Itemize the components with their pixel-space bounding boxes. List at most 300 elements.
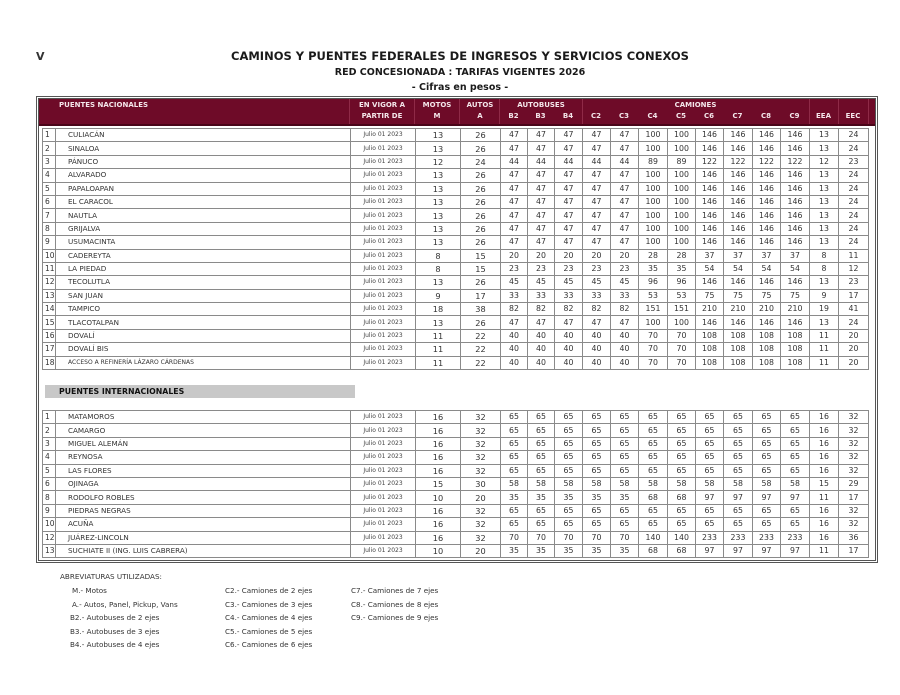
tariff-c8: 122 bbox=[753, 155, 781, 168]
header-code-b4: B4 bbox=[562, 112, 574, 120]
tariff-m: 16 bbox=[416, 437, 461, 450]
tariff-c8: 65 bbox=[753, 437, 781, 450]
tariff-c8: 233 bbox=[753, 531, 781, 544]
tariff-b2: 35 bbox=[501, 544, 528, 557]
tariff-eea: 13 bbox=[810, 209, 839, 222]
tariff-c5: 100 bbox=[668, 236, 696, 249]
table-row bbox=[43, 155, 869, 168]
tariff-b4: 20 bbox=[555, 249, 583, 262]
tariff-a: 22 bbox=[461, 343, 501, 356]
tariff-b4: 44 bbox=[555, 155, 583, 168]
abbreviation-item: B2.- Autobuses de 2 ejes bbox=[70, 613, 160, 622]
bridge-name: MATAMOROS bbox=[56, 411, 351, 424]
tariff-c6: 65 bbox=[696, 411, 724, 424]
tariff-eea: 16 bbox=[810, 518, 839, 531]
effective-date: Julio 01 2023 bbox=[351, 464, 416, 477]
effective-date: Julio 01 2023 bbox=[351, 249, 416, 262]
tariff-b4: 47 bbox=[555, 316, 583, 329]
tariff-m: 16 bbox=[416, 464, 461, 477]
row-number: 4 bbox=[43, 451, 56, 464]
tariff-c2: 47 bbox=[583, 236, 611, 249]
header-section-national: PUENTES NACIONALES bbox=[59, 101, 149, 109]
tariff-c5: 65 bbox=[668, 451, 696, 464]
tariff-eec: 24 bbox=[839, 222, 869, 235]
bridge-name: REYNOSA bbox=[56, 451, 351, 464]
effective-date: Julio 01 2023 bbox=[351, 316, 416, 329]
tariff-c8: 97 bbox=[753, 491, 781, 504]
tariff-c6: 146 bbox=[696, 182, 724, 195]
tariff-a: 24 bbox=[461, 155, 501, 168]
effective-date: Julio 01 2023 bbox=[351, 424, 416, 437]
abbreviation-item: M.- Motos bbox=[72, 586, 107, 595]
tariff-c7: 54 bbox=[724, 262, 753, 275]
header-code-c7: C7 bbox=[732, 112, 743, 120]
tariff-c5: 100 bbox=[668, 142, 696, 155]
tariff-c2: 65 bbox=[583, 424, 611, 437]
tariff-c6: 122 bbox=[696, 155, 724, 168]
tariff-c8: 146 bbox=[753, 182, 781, 195]
row-number: 11 bbox=[43, 262, 56, 275]
tariff-c5: 70 bbox=[668, 329, 696, 342]
tariff-b4: 65 bbox=[555, 518, 583, 531]
tariff-c7: 108 bbox=[724, 356, 753, 369]
tariff-b2: 47 bbox=[501, 169, 528, 182]
tariff-c7: 108 bbox=[724, 329, 753, 342]
tariff-b4: 65 bbox=[555, 464, 583, 477]
tariff-c3: 65 bbox=[611, 451, 639, 464]
table-row bbox=[43, 129, 869, 142]
tariff-c7: 122 bbox=[724, 155, 753, 168]
tariff-m: 16 bbox=[416, 424, 461, 437]
table-row bbox=[43, 504, 869, 517]
tariff-eec: 17 bbox=[839, 544, 869, 557]
tariff-b2: 65 bbox=[501, 464, 528, 477]
tariff-c6: 65 bbox=[696, 504, 724, 517]
tariff-m: 13 bbox=[416, 316, 461, 329]
tariff-a: 15 bbox=[461, 249, 501, 262]
tariff-eea: 16 bbox=[810, 424, 839, 437]
tariff-eea: 13 bbox=[810, 169, 839, 182]
tariff-eec: 17 bbox=[839, 289, 869, 302]
bridge-name: TAMPICO bbox=[56, 303, 351, 316]
tariff-b2: 45 bbox=[501, 276, 528, 289]
tariff-c8: 108 bbox=[753, 343, 781, 356]
tariff-b2: 47 bbox=[501, 182, 528, 195]
tariff-c5: 35 bbox=[668, 262, 696, 275]
tariff-c9: 108 bbox=[781, 329, 810, 342]
effective-date: Julio 01 2023 bbox=[351, 209, 416, 222]
tariff-c5: 100 bbox=[668, 195, 696, 208]
row-number: 14 bbox=[43, 303, 56, 316]
tariff-c7: 65 bbox=[724, 411, 753, 424]
tariff-a: 17 bbox=[461, 289, 501, 302]
tariff-eec: 32 bbox=[839, 464, 869, 477]
tariff-eea: 11 bbox=[810, 343, 839, 356]
table-row bbox=[43, 451, 869, 464]
tariff-a: 26 bbox=[461, 276, 501, 289]
abbreviation-item: C8.- Camiones de 8 ejes bbox=[351, 599, 439, 609]
tariff-c7: 58 bbox=[724, 477, 753, 490]
tariff-c5: 68 bbox=[668, 491, 696, 504]
tariff-c7: 233 bbox=[724, 531, 753, 544]
tariff-c3: 47 bbox=[611, 209, 639, 222]
tariff-c9: 65 bbox=[781, 451, 810, 464]
tariff-c9: 146 bbox=[781, 236, 810, 249]
table-row bbox=[43, 209, 869, 222]
table-row bbox=[43, 195, 869, 208]
tariff-eea: 13 bbox=[810, 129, 839, 142]
tariff-c6: 65 bbox=[696, 451, 724, 464]
bridge-name: CULIACÁN bbox=[56, 129, 351, 142]
row-number: 5 bbox=[43, 464, 56, 477]
row-number: 2 bbox=[43, 142, 56, 155]
effective-date: Julio 01 2023 bbox=[351, 289, 416, 302]
tariff-b4: 47 bbox=[555, 195, 583, 208]
tariff-c6: 146 bbox=[696, 276, 724, 289]
bridge-name: LA PIEDAD bbox=[56, 262, 351, 275]
tariff-c4: 53 bbox=[639, 289, 668, 302]
effective-date: Julio 01 2023 bbox=[351, 195, 416, 208]
tariff-a: 32 bbox=[461, 504, 501, 517]
tariff-b3: 47 bbox=[528, 222, 555, 235]
tariff-c2: 82 bbox=[583, 303, 611, 316]
tariff-a: 38 bbox=[461, 303, 501, 316]
tariff-m: 11 bbox=[416, 356, 461, 369]
table-row bbox=[43, 276, 869, 289]
tariff-c4: 65 bbox=[639, 424, 668, 437]
tariff-b2: 65 bbox=[501, 504, 528, 517]
tariff-eec: 32 bbox=[839, 518, 869, 531]
tariff-eec: 20 bbox=[839, 343, 869, 356]
table-row bbox=[43, 142, 869, 155]
table-row bbox=[43, 464, 869, 477]
tariff-c9: 65 bbox=[781, 518, 810, 531]
bridge-name: ACCESO A REFINERÍA LÁZARO CÁRDENAS bbox=[56, 356, 351, 369]
tariff-eec: 20 bbox=[839, 329, 869, 342]
tariff-b3: 40 bbox=[528, 343, 555, 356]
abbreviation-item: C4.- Camiones de 4 ejes bbox=[225, 613, 313, 622]
bridge-name: PAPALOAPAN bbox=[56, 182, 351, 195]
tariff-c7: 146 bbox=[724, 195, 753, 208]
tariff-m: 8 bbox=[416, 249, 461, 262]
abbreviation-item: B4.- Autobuses de 4 ejes bbox=[70, 640, 160, 649]
tariff-c5: 140 bbox=[668, 531, 696, 544]
tariff-c5: 96 bbox=[668, 276, 696, 289]
tariff-c9: 146 bbox=[781, 316, 810, 329]
tariff-c2: 65 bbox=[583, 411, 611, 424]
tariff-c3: 45 bbox=[611, 276, 639, 289]
tariff-b2: 47 bbox=[501, 195, 528, 208]
tariff-c4: 100 bbox=[639, 209, 668, 222]
tariff-c2: 47 bbox=[583, 182, 611, 195]
tariff-b3: 47 bbox=[528, 129, 555, 142]
header-autobuses: AUTOBUSES bbox=[517, 101, 565, 109]
tariff-c8: 146 bbox=[753, 222, 781, 235]
tariff-c4: 100 bbox=[639, 182, 668, 195]
tariff-c3: 33 bbox=[611, 289, 639, 302]
tariff-eec: 32 bbox=[839, 424, 869, 437]
tariff-c4: 65 bbox=[639, 411, 668, 424]
table-row bbox=[43, 249, 869, 262]
tariff-c5: 70 bbox=[668, 343, 696, 356]
tariff-c5: 151 bbox=[668, 303, 696, 316]
row-number: 5 bbox=[43, 182, 56, 195]
tariff-a: 22 bbox=[461, 356, 501, 369]
tariff-c7: 97 bbox=[724, 544, 753, 557]
tariff-b2: 65 bbox=[501, 437, 528, 450]
effective-date: Julio 01 2023 bbox=[351, 155, 416, 168]
row-number: 13 bbox=[43, 289, 56, 302]
tariff-b3: 47 bbox=[528, 209, 555, 222]
tariff-c6: 65 bbox=[696, 437, 724, 450]
tariff-b3: 33 bbox=[528, 289, 555, 302]
tariff-m: 15 bbox=[416, 477, 461, 490]
tariff-c5: 100 bbox=[668, 129, 696, 142]
abbreviation-item: A.- Autos, Panel, Pickup, Vans bbox=[72, 599, 178, 609]
national-bridges-table bbox=[42, 128, 869, 370]
tariff-c3: 65 bbox=[611, 518, 639, 531]
tariff-b3: 47 bbox=[528, 169, 555, 182]
tariff-c6: 146 bbox=[696, 236, 724, 249]
tariff-c4: 70 bbox=[639, 329, 668, 342]
header-code-b2: B2 bbox=[508, 112, 519, 120]
tariff-c3: 35 bbox=[611, 544, 639, 557]
tariff-c9: 210 bbox=[781, 303, 810, 316]
tariff-c2: 20 bbox=[583, 249, 611, 262]
tariff-c3: 47 bbox=[611, 316, 639, 329]
tariff-eec: 17 bbox=[839, 491, 869, 504]
row-number: 4 bbox=[43, 169, 56, 182]
tariff-a: 32 bbox=[461, 437, 501, 450]
tariff-b4: 65 bbox=[555, 504, 583, 517]
tariff-eea: 13 bbox=[810, 195, 839, 208]
section-international-label: PUENTES INTERNACIONALES bbox=[45, 385, 355, 398]
tariff-c9: 65 bbox=[781, 504, 810, 517]
tariff-a: 26 bbox=[461, 142, 501, 155]
tariff-b3: 23 bbox=[528, 262, 555, 275]
tariff-c2: 65 bbox=[583, 437, 611, 450]
bridge-name: CAMARGO bbox=[56, 424, 351, 437]
tariff-eec: 23 bbox=[839, 155, 869, 168]
tariff-m: 13 bbox=[416, 209, 461, 222]
abbreviation-item: C5.- Camiones de 5 ejes bbox=[225, 626, 313, 636]
abbreviation-item: C6.- Camiones de 6 ejes bbox=[225, 640, 313, 649]
tariff-c3: 65 bbox=[611, 411, 639, 424]
effective-date: Julio 01 2023 bbox=[351, 262, 416, 275]
tariff-c2: 58 bbox=[583, 477, 611, 490]
tariff-m: 10 bbox=[416, 544, 461, 557]
tariff-m: 18 bbox=[416, 303, 461, 316]
tariff-c8: 65 bbox=[753, 411, 781, 424]
bridge-name: OJINAGA bbox=[56, 477, 351, 490]
row-number: 1 bbox=[43, 411, 56, 424]
tariff-m: 8 bbox=[416, 262, 461, 275]
tariff-c4: 89 bbox=[639, 155, 668, 168]
tariff-b2: 47 bbox=[501, 129, 528, 142]
tariff-b4: 45 bbox=[555, 276, 583, 289]
tariff-m: 13 bbox=[416, 195, 461, 208]
tariff-c5: 65 bbox=[668, 504, 696, 517]
tariff-c9: 65 bbox=[781, 424, 810, 437]
tariff-eec: 12 bbox=[839, 262, 869, 275]
tariff-c4: 100 bbox=[639, 169, 668, 182]
tariff-b4: 65 bbox=[555, 437, 583, 450]
tariff-b3: 47 bbox=[528, 142, 555, 155]
tariff-c4: 100 bbox=[639, 129, 668, 142]
tariff-b4: 23 bbox=[555, 262, 583, 275]
abbreviation-item: C9.- Camiones de 9 ejes bbox=[351, 613, 439, 622]
tariff-c8: 37 bbox=[753, 249, 781, 262]
header-code-c8: C8 bbox=[760, 112, 771, 120]
tariff-c2: 47 bbox=[583, 316, 611, 329]
tariff-c9: 108 bbox=[781, 356, 810, 369]
bridge-name: PÁNUCO bbox=[56, 155, 351, 168]
row-number: 6 bbox=[43, 477, 56, 490]
tariff-a: 20 bbox=[461, 491, 501, 504]
tariff-c8: 65 bbox=[753, 518, 781, 531]
tariff-c9: 65 bbox=[781, 464, 810, 477]
table-row bbox=[43, 329, 869, 342]
bridge-name: PIEDRAS NEGRAS bbox=[56, 504, 351, 517]
tariff-c3: 40 bbox=[611, 329, 639, 342]
bridge-name: GRIJALVA bbox=[56, 222, 351, 235]
bridge-name: USUMACINTA bbox=[56, 236, 351, 249]
tariff-b3: 65 bbox=[528, 437, 555, 450]
header-code-c4: C4 bbox=[647, 112, 658, 120]
tariff-c3: 58 bbox=[611, 477, 639, 490]
tariff-b2: 70 bbox=[501, 531, 528, 544]
tariff-c9: 146 bbox=[781, 129, 810, 142]
tariff-m: 13 bbox=[416, 169, 461, 182]
tariff-b4: 47 bbox=[555, 142, 583, 155]
tariff-b2: 47 bbox=[501, 142, 528, 155]
effective-date: Julio 01 2023 bbox=[351, 329, 416, 342]
tariff-c6: 58 bbox=[696, 477, 724, 490]
tariff-c8: 210 bbox=[753, 303, 781, 316]
bridge-name: DOVALÍ BIS bbox=[56, 343, 351, 356]
tariff-c7: 146 bbox=[724, 129, 753, 142]
header-code-c6: C6 bbox=[703, 112, 714, 120]
tariff-b4: 47 bbox=[555, 222, 583, 235]
tariff-c9: 65 bbox=[781, 411, 810, 424]
row-number: 12 bbox=[43, 276, 56, 289]
tariff-c5: 100 bbox=[668, 222, 696, 235]
tariff-a: 30 bbox=[461, 477, 501, 490]
abbreviation-item: C2.- Camiones de 2 ejes bbox=[225, 586, 313, 595]
international-bridges-table bbox=[42, 410, 869, 558]
tariff-c2: 47 bbox=[583, 129, 611, 142]
bridge-name: SINALOA bbox=[56, 142, 351, 155]
header-date-line2: PARTIR DE bbox=[361, 112, 403, 120]
tariff-a: 26 bbox=[461, 236, 501, 249]
effective-date: Julio 01 2023 bbox=[351, 343, 416, 356]
table-row bbox=[43, 182, 869, 195]
tariff-b4: 35 bbox=[555, 491, 583, 504]
tariff-b4: 70 bbox=[555, 531, 583, 544]
tariff-eec: 41 bbox=[839, 303, 869, 316]
bridge-name: DOVALÍ bbox=[56, 329, 351, 342]
bridge-name: RODOLFO ROBLES bbox=[56, 491, 351, 504]
tariff-b2: 47 bbox=[501, 316, 528, 329]
abbreviation-item: C3.- Camiones de 3 ejes bbox=[225, 599, 313, 609]
tariff-eea: 13 bbox=[810, 182, 839, 195]
tariff-b3: 44 bbox=[528, 155, 555, 168]
tariff-c4: 65 bbox=[639, 437, 668, 450]
row-number: 10 bbox=[43, 518, 56, 531]
tariff-c7: 75 bbox=[724, 289, 753, 302]
row-number: 15 bbox=[43, 316, 56, 329]
tariff-c7: 108 bbox=[724, 343, 753, 356]
tariff-c7: 65 bbox=[724, 504, 753, 517]
tariff-c8: 75 bbox=[753, 289, 781, 302]
tariff-c5: 65 bbox=[668, 424, 696, 437]
tariff-eec: 32 bbox=[839, 411, 869, 424]
tariff-b3: 58 bbox=[528, 477, 555, 490]
tariff-m: 16 bbox=[416, 451, 461, 464]
table-row bbox=[43, 437, 869, 450]
tariff-eea: 13 bbox=[810, 316, 839, 329]
tariff-a: 26 bbox=[461, 316, 501, 329]
tariff-m: 11 bbox=[416, 343, 461, 356]
tariff-a: 32 bbox=[461, 464, 501, 477]
tariff-a: 32 bbox=[461, 518, 501, 531]
row-number: 9 bbox=[43, 236, 56, 249]
row-number: 2 bbox=[43, 424, 56, 437]
tariff-c7: 65 bbox=[724, 424, 753, 437]
tariff-c4: 100 bbox=[639, 236, 668, 249]
tariff-c7: 146 bbox=[724, 142, 753, 155]
tariff-c4: 96 bbox=[639, 276, 668, 289]
tariff-eea: 16 bbox=[810, 531, 839, 544]
row-number: 17 bbox=[43, 343, 56, 356]
tariff-a: 32 bbox=[461, 451, 501, 464]
tariff-c5: 65 bbox=[668, 518, 696, 531]
tariff-c8: 108 bbox=[753, 356, 781, 369]
tariff-b4: 65 bbox=[555, 451, 583, 464]
tariff-c3: 47 bbox=[611, 182, 639, 195]
tariff-c3: 82 bbox=[611, 303, 639, 316]
tariff-c5: 28 bbox=[668, 249, 696, 262]
tariff-c9: 108 bbox=[781, 343, 810, 356]
tariff-eea: 11 bbox=[810, 356, 839, 369]
tariff-b3: 47 bbox=[528, 316, 555, 329]
tariff-eea: 16 bbox=[810, 504, 839, 517]
tariff-m: 10 bbox=[416, 491, 461, 504]
tariff-c6: 210 bbox=[696, 303, 724, 316]
tariff-c3: 70 bbox=[611, 531, 639, 544]
table-row bbox=[43, 222, 869, 235]
tariff-b2: 65 bbox=[501, 518, 528, 531]
tariff-eea: 16 bbox=[810, 451, 839, 464]
abbreviations-title: ABREVIATURAS UTILIZADAS: bbox=[60, 572, 162, 581]
row-number: 3 bbox=[43, 155, 56, 168]
tariff-c6: 97 bbox=[696, 491, 724, 504]
tariff-m: 16 bbox=[416, 411, 461, 424]
tariff-c2: 65 bbox=[583, 518, 611, 531]
tariff-c9: 146 bbox=[781, 182, 810, 195]
tariff-m: 12 bbox=[416, 155, 461, 168]
tariff-c9: 65 bbox=[781, 437, 810, 450]
document-title: CAMINOS Y PUENTES FEDERALES DE INGRESOS Y SERVICIOS CONEXOS bbox=[231, 49, 689, 63]
tariff-c6: 146 bbox=[696, 316, 724, 329]
tariff-c5: 89 bbox=[668, 155, 696, 168]
tariff-c2: 40 bbox=[583, 329, 611, 342]
tariff-eea: 16 bbox=[810, 464, 839, 477]
tariff-b4: 65 bbox=[555, 424, 583, 437]
row-number: 1 bbox=[43, 129, 56, 142]
tariff-c7: 210 bbox=[724, 303, 753, 316]
tariff-c7: 146 bbox=[724, 276, 753, 289]
